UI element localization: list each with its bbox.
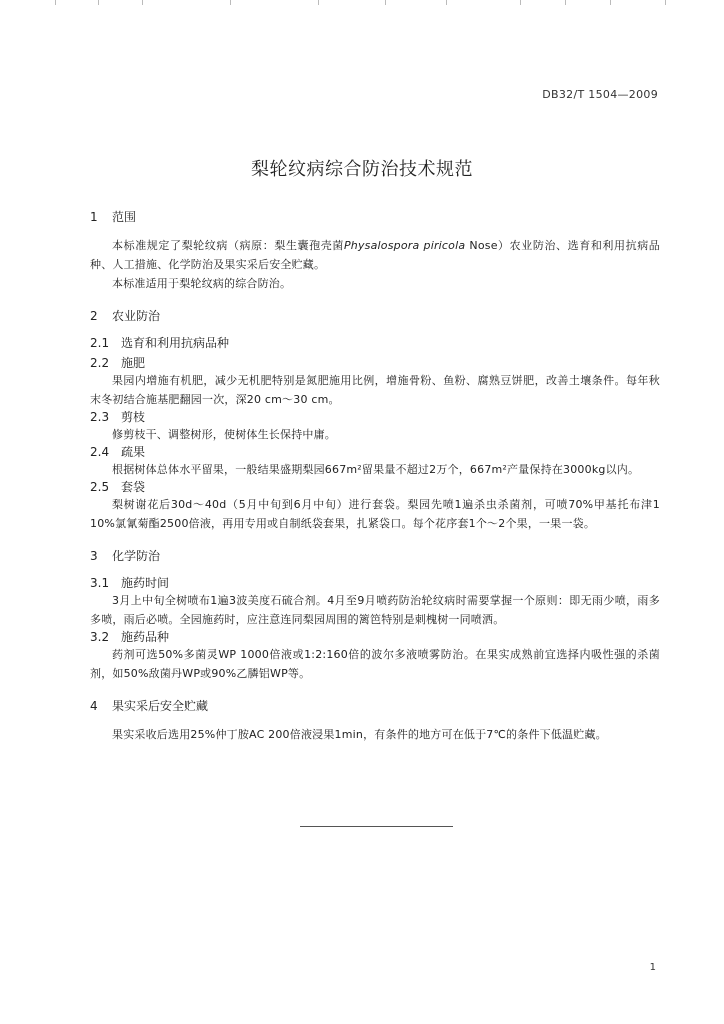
section-heading-postharvest-storage <box>90 699 660 713</box>
subsection-title: 施肥 <box>121 356 146 370</box>
subsection-heading <box>90 444 660 460</box>
subsection-title: 疏果 <box>121 445 146 459</box>
pesticide-types-paragraph: 药剂可选50%多菌灵WP 1000倍液或1:2:160倍的波尔多液喷雾防治。在果实成熟前宜选择内吸性强的杀菌剂，如50%敌菌丹WP或90%乙膦铝WP等。 <box>90 648 660 680</box>
subsection-number: 2.3 <box>90 410 110 424</box>
subsection-title: 选育和利用抗病品种 <box>121 336 230 350</box>
subsection-number: 3.2 <box>90 630 110 644</box>
pruning-paragraph: 修剪枝干、调整树形，使树体生长保持中庸。 <box>112 428 336 441</box>
section-heading-agricultural-control <box>90 309 660 323</box>
subsection-title: 剪枝 <box>121 410 146 424</box>
applicability-paragraph: 本标准适用于梨轮纹病的综合防治。 <box>112 277 292 290</box>
subsection-heading <box>90 479 660 495</box>
fertilization-paragraph: 果园内增施有机肥，减少无机肥特别是氮肥施用比例，增施骨粉、鱼粉、腐熟豆饼肥，改善土壤条件。每年秋末冬初结合施基肥翻园一次，深20 cm～30 cm。 <box>90 374 660 406</box>
subsection-number: 2.4 <box>90 445 110 459</box>
scope-text-part2: Nose）农业防治、选育和利用抗病品种、人工措施、化学防治及果实采后安全贮藏。 <box>90 239 661 271</box>
scan-edge-marks <box>0 0 724 8</box>
subsection-title: 施药时间 <box>121 576 170 590</box>
scope-paragraph <box>90 236 660 274</box>
subsection-heading <box>90 355 660 371</box>
section-number: 4 <box>90 699 98 713</box>
subsection-heading <box>90 575 660 591</box>
document-title: 梨轮纹病综合防治技术规范 <box>251 159 473 180</box>
section-title: 化学防治 <box>112 549 161 563</box>
section-number: 3 <box>90 549 98 563</box>
storage-paragraph: 果实采收后选用25%仲丁胺AC 200倍液浸果1min，有条件的地方可在低于7℃的条件下低温贮藏。 <box>112 728 607 741</box>
section-heading-scope <box>90 210 660 224</box>
page-number: 1 <box>649 962 656 973</box>
section-title: 农业防治 <box>112 309 161 323</box>
subsection-heading <box>90 409 660 425</box>
end-rule <box>300 826 453 827</box>
subsection-heading <box>90 629 660 645</box>
subsection-number: 2.2 <box>90 356 110 370</box>
document-body <box>90 210 660 744</box>
pathogen-latin-name: Physalospora piricola <box>343 239 466 252</box>
subsection-number: 2.5 <box>90 480 110 494</box>
section-title: 果实采后安全贮藏 <box>112 699 209 713</box>
section-number: 1 <box>90 210 98 224</box>
subsection-title: 套袋 <box>121 480 146 494</box>
section-number: 2 <box>90 309 98 323</box>
section-title: 范围 <box>112 210 137 224</box>
subsection-title: 施药品种 <box>121 630 170 644</box>
bagging-paragraph: 梨树谢花后30d～40d（5月中旬到6月中旬）进行套袋。梨园先喷1遍杀虫杀菌剂，可喷70%甲基托布津1 10%氯氰菊酯2500倍液，再用专用或自制纸袋套果，扎紧袋口。每个花序套1个～2个果，一果一袋。 <box>90 498 660 530</box>
subsection-heading <box>90 335 660 351</box>
subsection-number: 3.1 <box>90 576 110 590</box>
subsection-number: 2.1 <box>90 336 110 350</box>
scope-text-part1: 本标准规定了梨轮纹病（病原：梨生囊孢壳菌 <box>112 239 344 252</box>
spray-timing-paragraph: 3月上中旬全树喷布1遍3波美度石硫合剂。4月至9月喷药防治轮纹病时需要掌握一个原则：即无雨少喷，雨多多喷，雨后必喷。全园施药时，应注意连同梨园周围的篱笆特别是刺槐树一同喷洒。 <box>90 594 660 626</box>
standard-code: DB32/T 1504—2009 <box>542 88 658 101</box>
fruit-thinning-paragraph: 根据树体总体水平留果，一般结果盛期梨园667m²留果量不超过2万个，667m²产量保持在3000kg以内。 <box>112 463 640 476</box>
section-heading-chemical-control <box>90 549 660 563</box>
